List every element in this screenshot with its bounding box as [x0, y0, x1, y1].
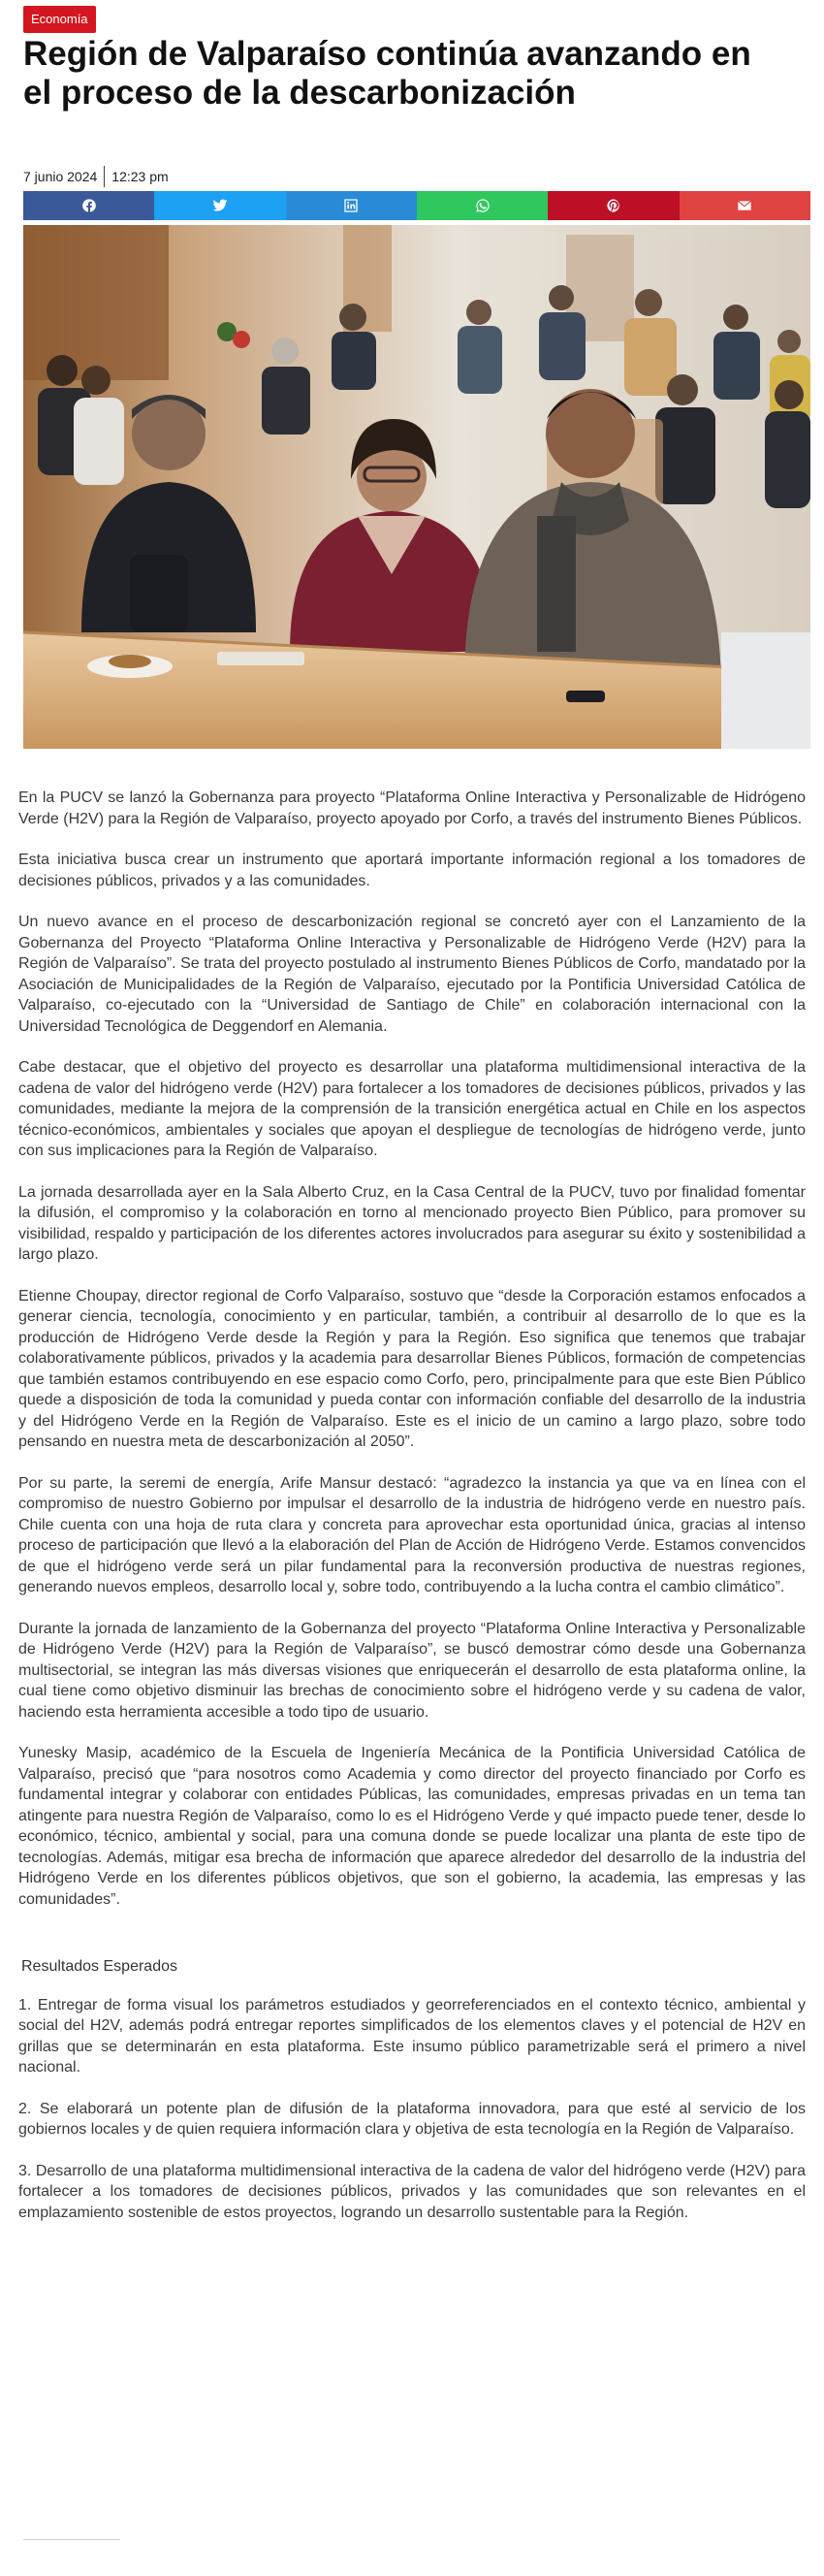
body-paragraph: Yunesky Masip, académico de la Escuela de Ingeniería Mecánica de la Pontificia Universidad Católica de Valparaíso, precisó que “para nosotros como Academia y como director del proyecto financiado por Corfo es fundamental integrar y colaborar con entidades Públicas, las comunidades, empresas privadas en un tema tan atingente para nuestra Región de Valparaíso, como lo es el Hidrógeno Verde y qué impacto puede tener, desde lo económico, técnico, ambiental y social, para una comuna donde se puede localizar una planta de este tipo de tecnologías. Además, mitigar esa brecha de información que aparece alrededor del desarrollo de la industria del Hidrógeno Verde en los diferentes públicos objetivos, que son el gobierno, la academia, las empresas y las comunidades”. — [18, 1745, 806, 1908]
body-paragraph: En la PUCV se lanzó la Gobernanza para proyecto “Plataforma Online Interactiva y Personalizable de Hidrógeno Verde (H2V) para la Región de Valparaíso, proyecto apoyado por Corfo, a través del instrumento Bienes Públicos. — [18, 789, 806, 827]
share-linkedin-button[interactable] — [286, 191, 417, 220]
result-item: 2. Se elaborará un potente plan de difusión de la plataforma innovadora, para que esté al servicio de los gobiernos locales y de quien requiera información clara y objetiva de esta tecnología en la Región de Valparaíso. — [18, 2100, 806, 2138]
share-whatsapp-button[interactable] — [417, 191, 548, 220]
whatsapp-icon — [475, 198, 491, 213]
event-photo-illustration — [23, 225, 810, 749]
hero-photo — [23, 225, 810, 749]
result-item: 3. Desarrollo de una plataforma multidimensional interactiva de la cadena de valor del hidrógeno verde (H2V) para fortalecer a los tomadores de decisiones públicos, privados y las comunidades que son relevantes en el emplazamiento sostenible de estos proyectos, logrando un desarrollo sustentable para la Región. — [18, 2162, 806, 2221]
article-headline: Región de Valparaíso continúa avanzando en el proceso de la descarbonización — [23, 35, 751, 112]
meta-divider — [104, 166, 105, 187]
category-badge[interactable]: Economía — [23, 6, 96, 33]
share-bar — [23, 191, 810, 220]
publish-date: 7 junio 2024 — [23, 169, 98, 184]
share-pinterest-button[interactable] — [548, 191, 679, 220]
linkedin-icon — [343, 198, 359, 213]
body-paragraph: Un nuevo avance en el proceso de descarbonización regional se concretó ayer con el Lanzamiento de la Gobernanza del Proyecto “Plataforma Online Interactiva y Personalizable de Hidrógeno Verde (H2V) para la Región de Valparaíso”. Se trata del proyecto postulado al instrumento Bienes Públicos de Corfo, mandatado por la Asociación de Municipalidades de la Región de Valparaíso, ejecutado por la Pontificia Universidad Católica de Valparaíso, co-ejecutado con la “Universidad de Santiago de Chile” en colaboración internacional con la Universidad Tecnológica de Deggendorf en Alemania. — [18, 914, 806, 1035]
body-paragraph: La jornada desarrollada ayer en la Sala Alberto Cruz, en la Casa Central de la PUCV, tuvo por finalidad fomentar la difusión, el compromiso y la colaboración en torno al mencionado proyecto Bien Público, para promover su visibilidad, respaldo y participación de los diferentes actores involucrados para asegurar su éxito y sostenibilidad a largo plazo. — [18, 1183, 806, 1263]
body-paragraph: Por su parte, la seremi de energía, Arife Mansur destacó: “agradezco la instancia ya que va en línea con el compromiso de nuestro Gobierno por impulsar el desarrollo de la industria de hidrógeno verde en nuestro país. Chile cuenta con una hoja de ruta clara y concreta para aprovechar esta oportunidad única, gracias al intenso proceso de participación que llevó a la elaboración del Plan de Acción de Hidrógeno Verde. Estamos convencidos de que el hidrógeno verde será un pilar fundamental para la reconversión productiva de nuestras regiones, generando nuevos empleos, desarrollo local y, sobre todo, contribuyendo a la lucha contra el cambio climático”. — [18, 1474, 806, 1595]
body-paragraph: Esta iniciativa busca crear un instrumento que aportará importante información regional a los tomadores de decisiones públicos, privados y a las comunidades. — [18, 852, 806, 889]
article-body — [18, 788, 806, 2243]
result-item: 1. Entregar de forma visual los parámetros estudiados y georreferenciados en el contexto técnico, ambiental y social del H2V, además podrá entregar reportes simplificados de los elementos claves y el potencial de H2V en grillas que se determinarán en esta plataforma. Este insumo público parametrizable será el primero a nivel nacional. — [18, 1996, 806, 2076]
pinterest-icon — [606, 198, 621, 213]
end-divider — [23, 2539, 120, 2540]
body-paragraph: Cabe destacar, que el objetivo del proyecto es desarrollar una plataforma multidimensional interactiva de la cadena de valor del hidrógeno verde (H2V) para fortalecer a los tomadores de decisiones públicos, privados y las comunidades, mediante la mejora de la comprensión de la transición energética actual en Chile en los aspectos técnico-económicos, ambientales y sociales que apoyan el despliegue de tecnologías de hidrógeno verde, junto con sus implicaciones para la Región de Valparaíso. — [18, 1059, 806, 1159]
article-meta — [23, 166, 169, 187]
publish-time: 12:23 pm — [111, 169, 169, 184]
facebook-icon — [81, 198, 97, 213]
share-email-button[interactable] — [680, 191, 810, 220]
share-facebook-button[interactable] — [23, 191, 154, 220]
twitter-icon — [212, 198, 228, 213]
body-paragraph: Etienne Choupay, director regional de Corfo Valparaíso, sostuvo que “desde la Corporación estamos enfocados a generar ciencia, tecnología, conocimiento y en particular, también, a contribuir al desarrollo de lo que es la producción de Hidrógeno Verde desde la Región y para la Región. Eso significa que tenemos que trabajar colaborativamente públicos, privados y la academia para desarrollar Bienes Públicos, formación de competencias que también estamos contribuyendo en ese espacio como Corfo, pero, principalmente para que este Bien Público quede a disposición de toda la comunidad y pueda contar con información confiable del desarrollo de la industria y del Hidrógeno Verde en la Región de Valparaíso. Este es el inicio de un camino a largo plazo, sobre todo pensando en nuestra meta de descarbonización al 2050”. — [18, 1287, 806, 1450]
share-twitter-button[interactable] — [154, 191, 285, 220]
email-icon — [737, 198, 752, 213]
body-paragraph: Durante la jornada de lanzamiento de la Gobernanza del proyecto “Plataforma Online Interactiva y Personalizable de Hidrógeno Verde (H2V) para la Región de Valparaíso”, se buscó demostrar cómo desde una Gobernanza multisectorial, se integran las más diversas visiones que enriquecerán el desarrollo de esta plataforma online, la cual tiene como objetivo disminuir las brechas de conocimiento sobre el hidrógeno verde y su cadena de valor, haciendo esta herramienta accesible a todo tipo de usuario. — [18, 1620, 806, 1721]
results-heading: Resultados Esperados — [21, 1958, 177, 1975]
